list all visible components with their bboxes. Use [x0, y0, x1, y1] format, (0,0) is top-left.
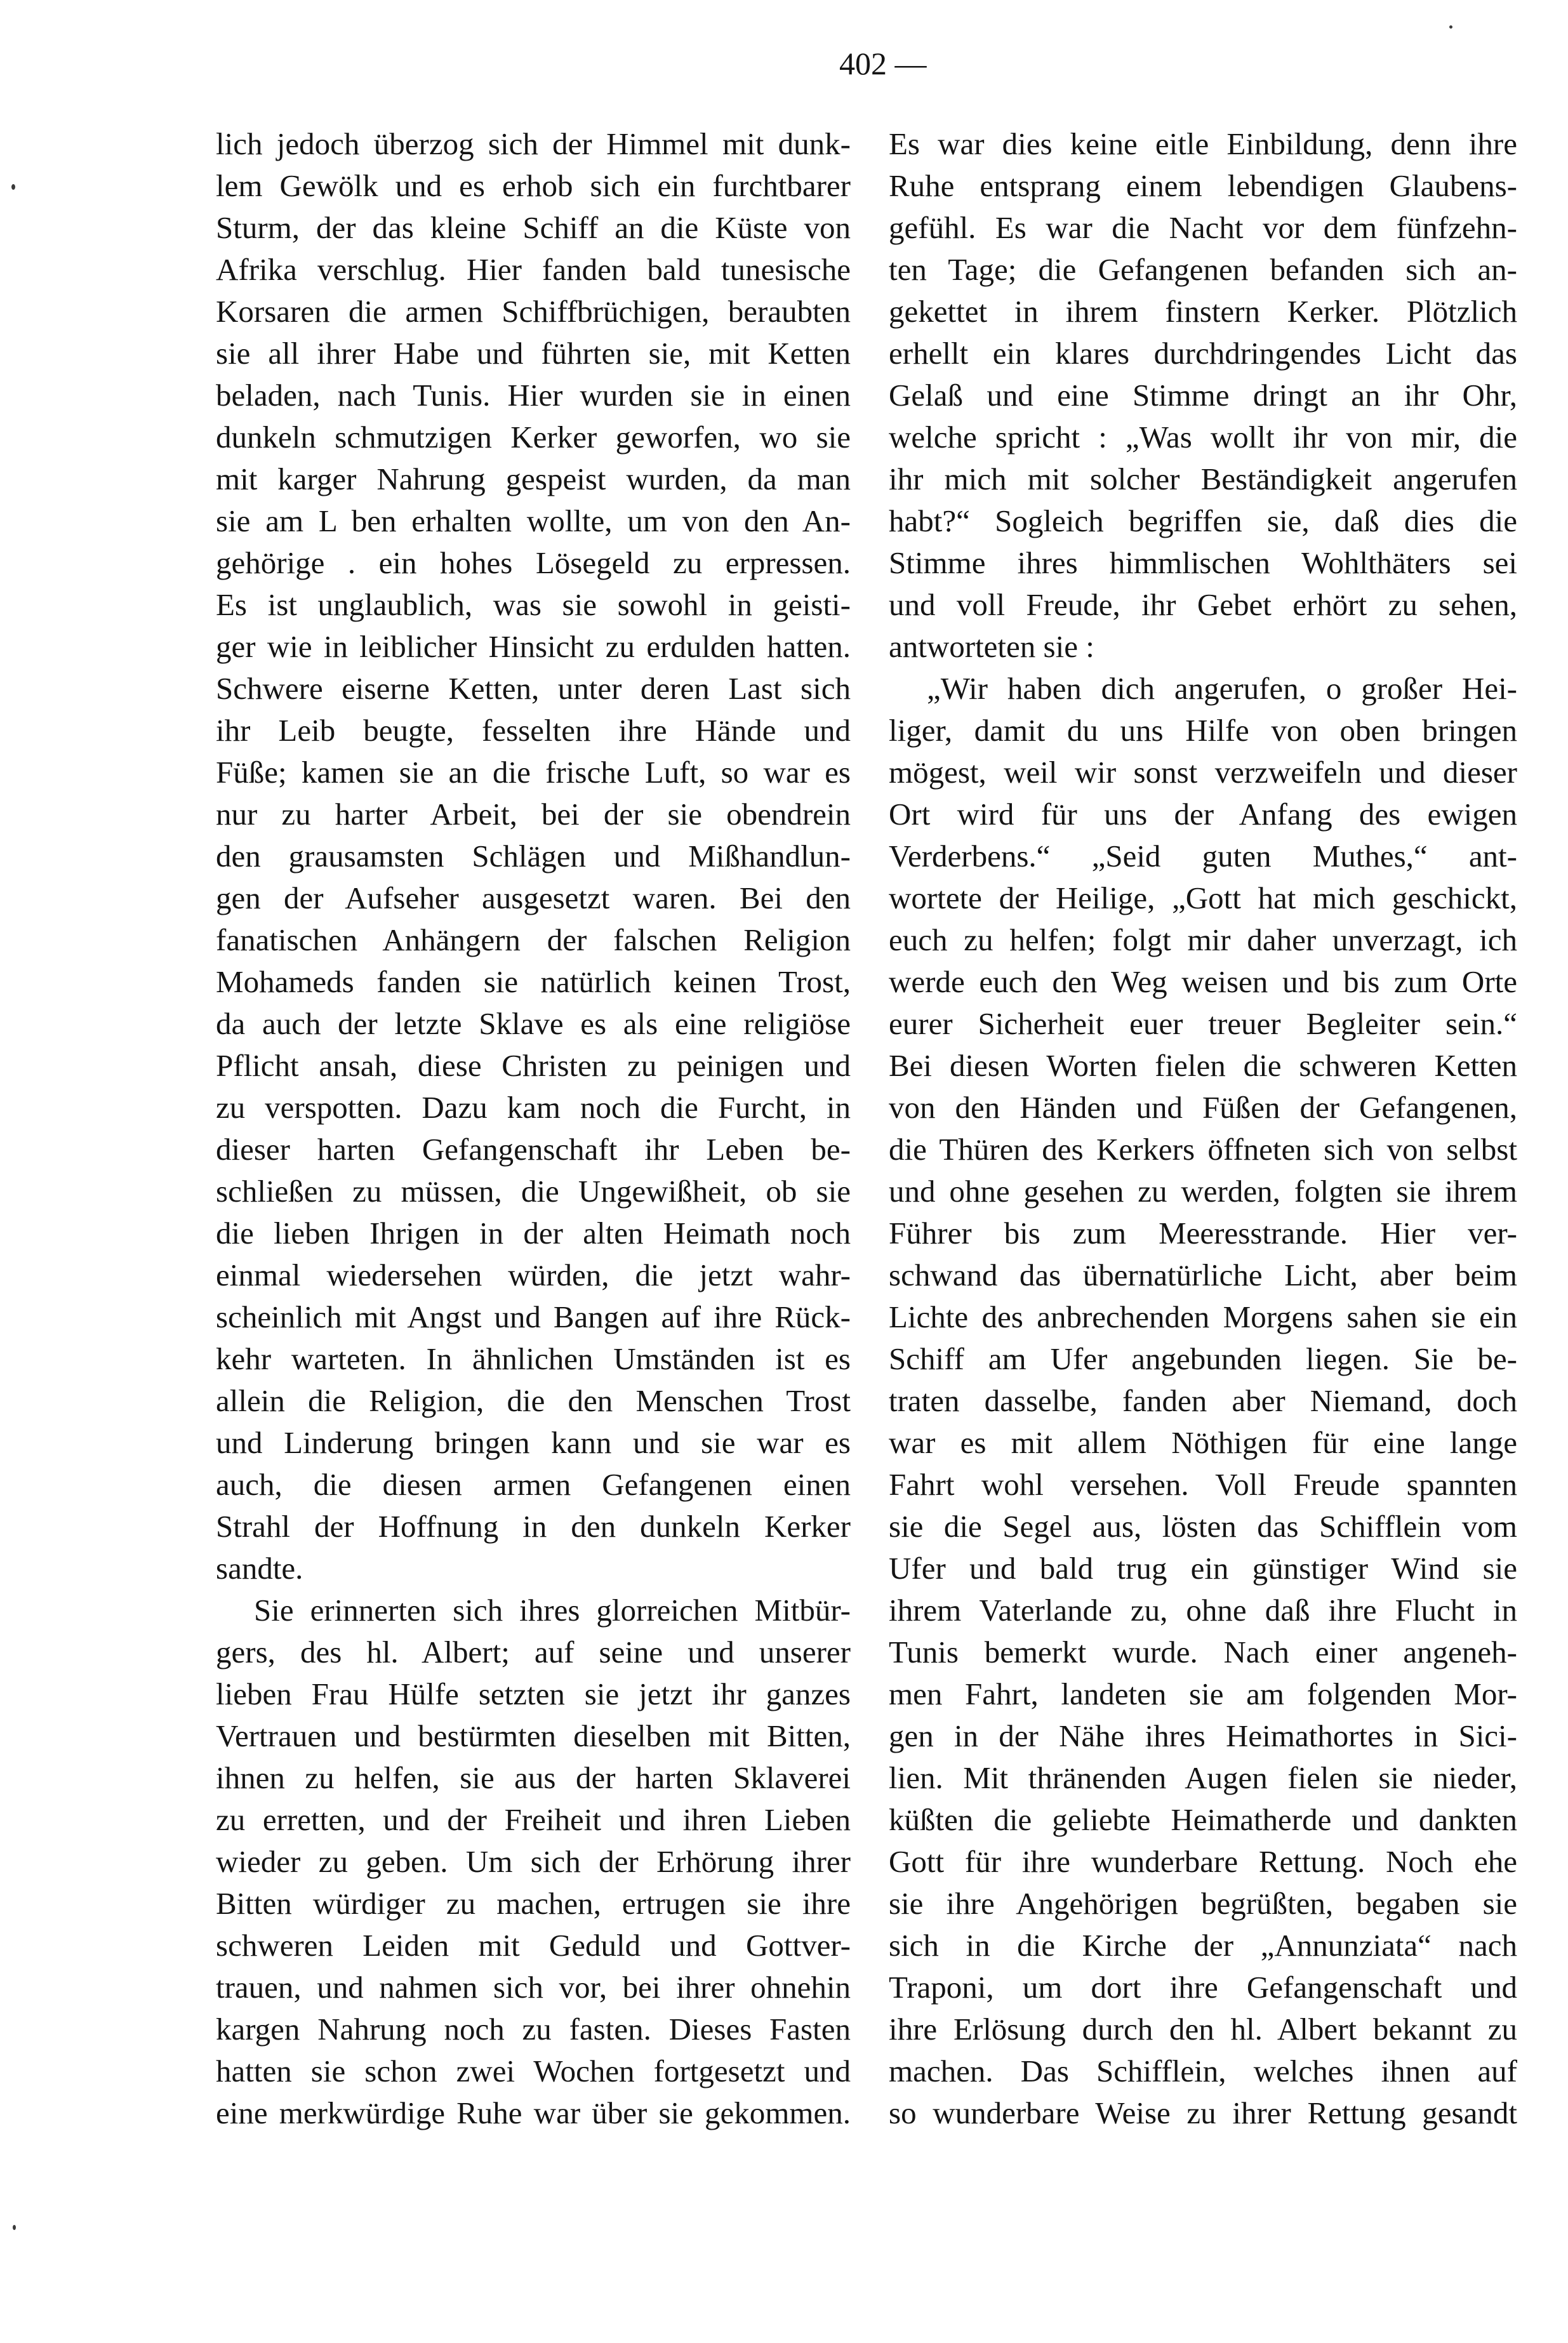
text-line: war es mit allem Nöthigen für eine lange — [889, 1425, 1517, 1460]
text-line: ihr mich mit solcher Beständigkeit angerufen — [889, 461, 1517, 496]
text-line: machen. Das Schifflein, welches ihnen auf — [889, 2054, 1517, 2088]
text-line: ihr Leib beugte, fesselten ihre Hände und — [216, 713, 851, 748]
text-line: gefühl. Es war die Nacht vor dem fünfzehn- — [889, 210, 1517, 245]
text-line: eurer Sicherheit euer treuer Begleiter sein.“ — [889, 1006, 1517, 1041]
text-line: küßten die geliebte Heimatherde und dankten — [889, 1802, 1517, 1837]
text-line: men Fahrt, landeten sie am folgenden Mor- — [889, 1676, 1517, 1711]
text-line: antworteten sie : — [889, 629, 1094, 664]
text-line: beladen, nach Tunis. Hier wurden sie in einen — [216, 378, 851, 413]
text-line: Vertrauen und bestürmten dieselben mit Bitten, — [216, 1718, 851, 1753]
text-line: sie am L ben erhalten wollte, um von den An- — [216, 503, 851, 538]
text-line: Bitten würdiger zu machen, ertrugen sie ihre — [216, 1886, 851, 1921]
text-line: Schwere eiserne Ketten, unter deren Last sich — [216, 671, 851, 706]
text-line: ten Tage; die Gefangenen befanden sich an- — [889, 252, 1517, 287]
left-text-column — [216, 123, 851, 2134]
text-line: sie die Segel aus, lösten das Schifflein vom — [889, 1509, 1517, 1544]
text-line: Lichte des anbrechenden Morgens sahen sie ein — [889, 1299, 1517, 1334]
text-line: gekettet in ihrem finstern Kerker. Plötzlich — [889, 294, 1517, 329]
text-line: traten dasselbe, fanden aber Niemand, doch — [889, 1383, 1517, 1418]
text-line: ihrem Vaterlande zu, ohne daß ihre Flucht in — [889, 1593, 1517, 1628]
paragraph — [216, 1590, 851, 2134]
text-line: sie ihre Angehörigen begrüßten, begaben sie — [889, 1886, 1517, 1921]
text-line: Stimme ihres himmlischen Wohlthäters sei — [889, 545, 1517, 580]
text-line: Füße; kamen sie an die frische Luft, so war es — [216, 755, 851, 790]
text-line: Tunis bemerkt wurde. Nach einer angeneh- — [889, 1635, 1517, 1669]
text-line: und Linderung bringen kann und sie war es — [216, 1425, 851, 1460]
text-line: Sturm, der das kleine Schiff an die Küste von — [216, 210, 851, 245]
text-line: schließen zu müssen, die Ungewißheit, ob sie — [216, 1174, 851, 1209]
text-line: gehörige . ein hohes Lösegeld zu erpressen. — [216, 545, 851, 580]
text-line: sie all ihrer Habe und führten sie, mit Ketten — [216, 336, 851, 371]
text-line: kehr warteten. In ähnlichen Umständen ist es — [216, 1341, 851, 1376]
text-line: lieben Frau Hülfe setzten sie jetzt ihr ganzes — [216, 1676, 851, 1711]
text-line: wieder zu geben. Um sich der Erhörung ihrer — [216, 1844, 851, 1879]
text-line: schweren Leiden mit Geduld und Gottver- — [216, 1928, 851, 1963]
right-text-column — [889, 123, 1517, 2134]
text-line: sich in die Kirche der „Annunziata“ nach — [889, 1928, 1517, 1963]
text-line: Mohameds fanden sie natürlich keinen Trost, — [216, 964, 851, 999]
text-line: ihre Erlösung durch den hl. Albert bekannt zu — [889, 2012, 1517, 2047]
text-line: ger wie in leiblicher Hinsicht zu erdulden hatten. — [216, 629, 851, 664]
text-line: Ruhe entsprang einem lebendigen Glaubens- — [889, 168, 1517, 203]
text-line: Gott für ihre wunderbare Rettung. Noch ehe — [889, 1844, 1517, 1879]
text-line: scheinlich mit Angst und Bangen auf ihre Rück- — [216, 1299, 851, 1334]
text-line: die Thüren des Kerkers öffneten sich von selbst — [889, 1132, 1517, 1167]
text-line: und voll Freude, ihr Gebet erhört zu sehen, — [889, 587, 1517, 622]
text-line: lem Gewölk und es erhob sich ein furchtbarer — [216, 168, 851, 203]
text-line: mögest, weil wir sonst verzweifeln und dieser — [889, 755, 1517, 790]
text-line: Traponi, um dort ihre Gefangenschaft und — [889, 1970, 1517, 2005]
text-line: den grausamsten Schlägen und Mißhandlun- — [216, 839, 851, 873]
page-number: 402 — — [839, 46, 927, 81]
text-line: gen in der Nähe ihres Heimathortes in Sici- — [889, 1718, 1517, 1753]
text-line: fanatischen Anhängern der falschen Religion — [216, 922, 851, 957]
text-line: schwand das übernatürliche Licht, aber beim — [889, 1258, 1517, 1292]
text-line: einmal wiedersehen würden, die jetzt wahr- — [216, 1258, 851, 1292]
text-line: lien. Mit thränenden Augen fielen sie nieder, — [889, 1760, 1517, 1795]
text-line: „Wir haben dich angerufen, o großer Hei- — [927, 671, 1517, 706]
paragraph — [889, 668, 1517, 2134]
text-line: nur zu harter Arbeit, bei der sie obendrein — [216, 797, 851, 832]
text-line: Es ist unglaublich, was sie sowohl in geisti- — [216, 587, 851, 622]
scan-speck — [13, 2225, 16, 2230]
text-line: gers, des hl. Albert; auf seine und unserer — [216, 1635, 851, 1669]
text-line: kargen Nahrung noch zu fasten. Dieses Fasten — [216, 2012, 851, 2047]
text-line: liger, damit du uns Hilfe von oben bringen — [889, 713, 1517, 748]
text-line: da auch der letzte Sklave es als eine religiöse — [216, 1006, 851, 1041]
text-line: zu erretten, und der Freiheit und ihren Lieben — [216, 1802, 851, 1837]
text-line: habt?“ Sogleich begriffen sie, daß dies die — [889, 503, 1517, 538]
text-line: gen der Aufseher ausgesetzt waren. Bei den — [216, 880, 851, 915]
text-line: und ohne gesehen zu werden, folgten sie ihrem — [889, 1174, 1517, 1209]
scan-speck — [11, 184, 15, 190]
text-line: wortete der Heilige, „Gott hat mich geschickt, — [889, 880, 1517, 915]
text-line: Es war dies keine eitle Einbildung, denn ihre — [889, 126, 1517, 161]
text-line: mit karger Nahrung gespeist wurden, da man — [216, 461, 851, 496]
text-line: von den Händen und Füßen der Gefangenen, — [889, 1090, 1517, 1125]
text-line: Afrika verschlug. Hier fanden bald tunesische — [216, 252, 851, 287]
text-line: so wunderbare Weise zu ihrer Rettung gesandt — [889, 2095, 1517, 2130]
text-line: Fahrt wohl versehen. Voll Freude spannten — [889, 1467, 1517, 1502]
text-line: werde euch den Weg weisen und bis zum Orte — [889, 964, 1517, 999]
text-line: ihnen zu helfen, sie aus der harten Sklaverei — [216, 1760, 851, 1795]
text-line: hatten sie schon zwei Wochen fortgesetzt und — [216, 2054, 851, 2088]
text-line: euch zu helfen; folgt mir daher unverzagt, ich — [889, 922, 1517, 957]
text-line: Ufer und bald trug ein günstiger Wind sie — [889, 1551, 1517, 1586]
text-line: Verderbens.“ „Seid guten Muthes,“ ant- — [889, 839, 1517, 873]
text-line: allein die Religion, die den Menschen Trost — [216, 1383, 851, 1418]
text-line: erhellt ein klares durchdringendes Licht das — [889, 336, 1517, 371]
text-line: Gelaß und eine Stimme dringt an ihr Ohr, — [889, 378, 1517, 413]
paragraph — [216, 123, 851, 1590]
text-line: zu verspotten. Dazu kam noch die Furcht, in — [216, 1090, 851, 1125]
text-line: dunkeln schmutzigen Kerker geworfen, wo sie — [216, 420, 851, 455]
text-line: lich jedoch überzog sich der Himmel mit dunk- — [216, 126, 851, 161]
text-line: Korsaren die armen Schiffbrüchigen, beraubten — [216, 294, 851, 329]
text-line: Sie erinnerten sich ihres glorreichen Mitbür- — [254, 1593, 851, 1628]
text-line: die lieben Ihrigen in der alten Heimath noch — [216, 1216, 851, 1251]
text-line: welche spricht : „Was wollt ihr von mir, die — [889, 420, 1517, 455]
text-line: Pflicht ansah, diese Christen zu peinigen und — [216, 1048, 851, 1083]
text-line: Führer bis zum Meeresstrande. Hier ver- — [889, 1216, 1517, 1251]
text-line: eine merkwürdige Ruhe war über sie gekommen. — [216, 2095, 851, 2130]
paragraph — [889, 123, 1517, 668]
text-line: trauen, und nahmen sich vor, bei ihrer ohnehin — [216, 1970, 851, 2005]
text-line: dieser harten Gefangenschaft ihr Leben be- — [216, 1132, 851, 1167]
text-line: Schiff am Ufer angebunden liegen. Sie be- — [889, 1341, 1517, 1376]
text-line: Ort wird für uns der Anfang des ewigen — [889, 797, 1517, 832]
text-line: sandte. — [216, 1551, 303, 1586]
scan-speck — [1449, 25, 1452, 29]
text-line: auch, die diesen armen Gefangenen einen — [216, 1467, 851, 1502]
text-line: Bei diesen Worten fielen die schweren Ketten — [889, 1048, 1517, 1083]
text-line: Strahl der Hoffnung in den dunkeln Kerker — [216, 1509, 851, 1544]
